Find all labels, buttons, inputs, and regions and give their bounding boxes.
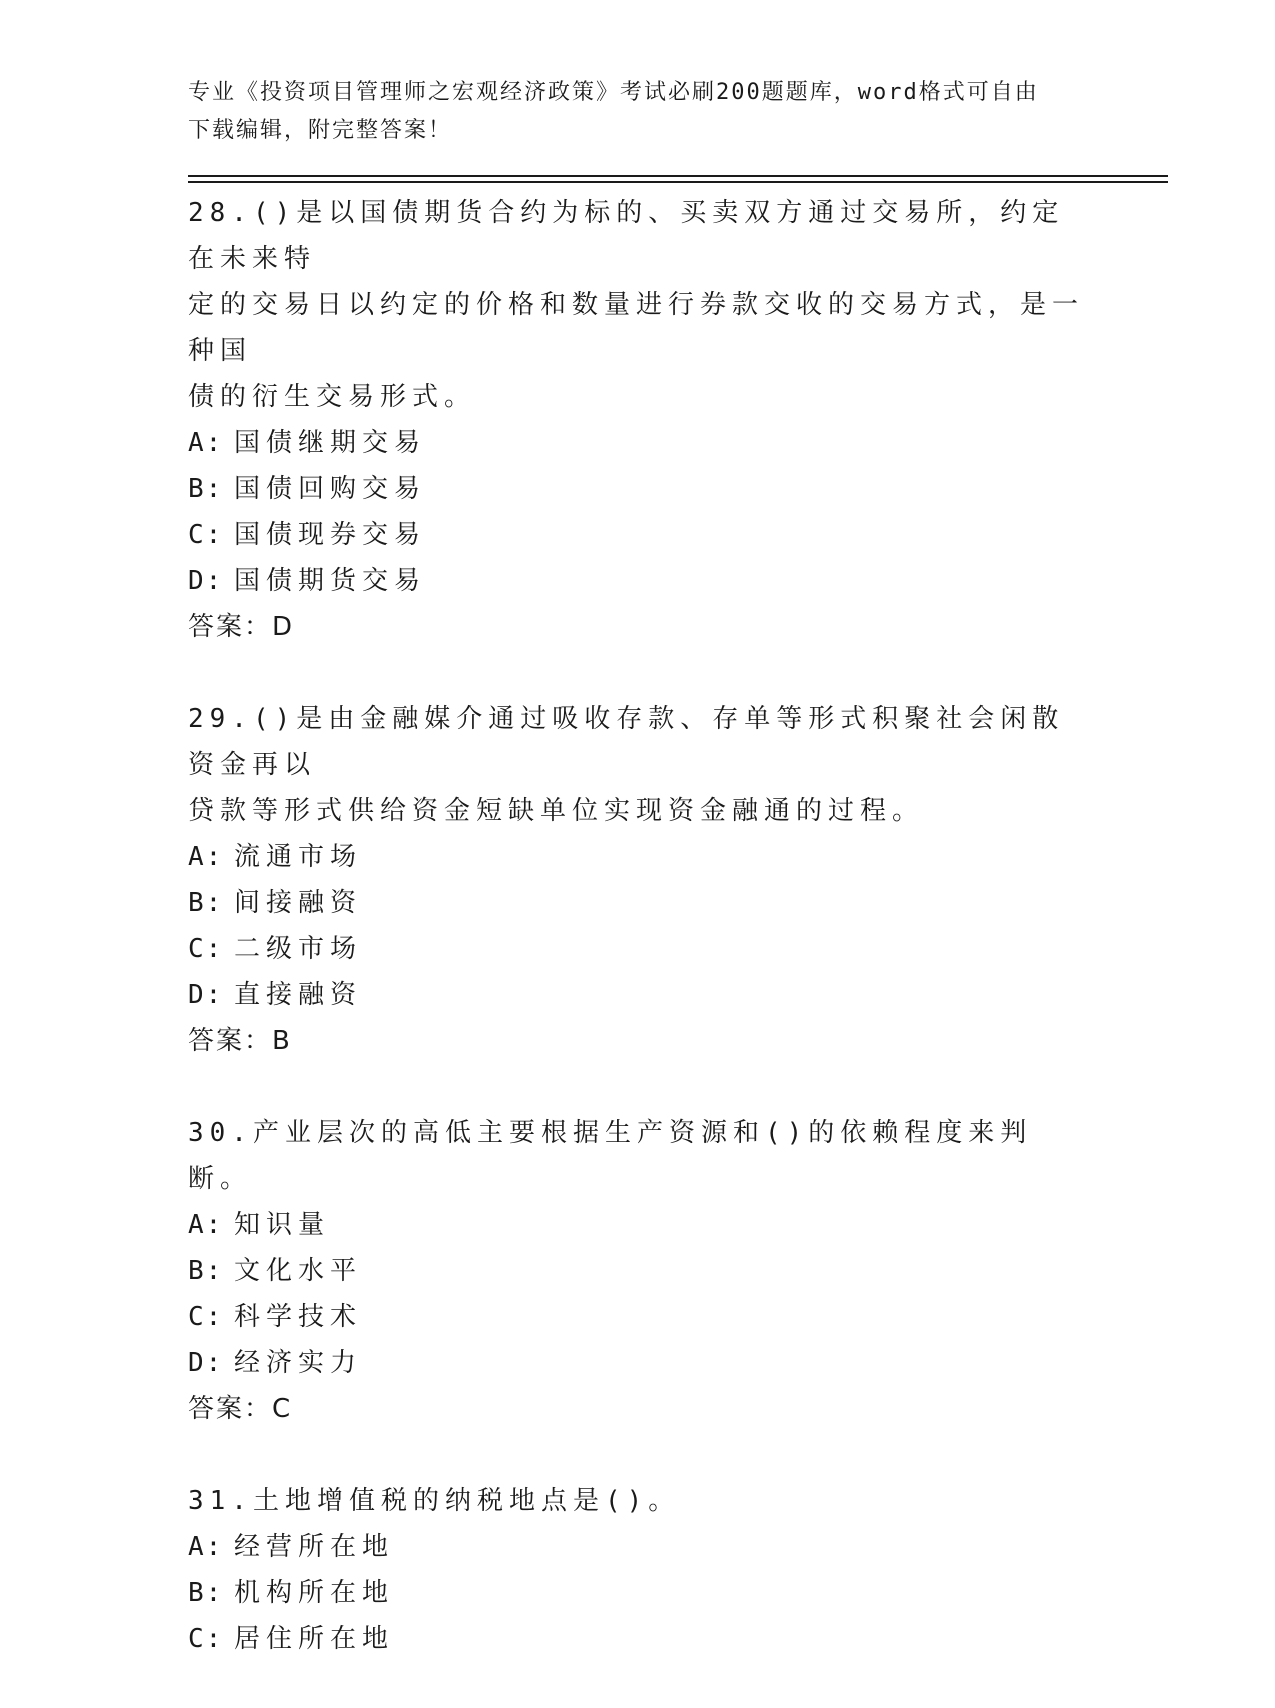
stem-line: 定的交易日以约定的价格和数量进行券款交收的交易方式，是一种国 [188, 290, 1085, 366]
option-b [188, 466, 1088, 512]
option-label: C: [188, 520, 224, 550]
question-28 [188, 190, 1088, 650]
option-c [188, 926, 1088, 972]
option-label: B: [188, 888, 224, 918]
option-b [188, 1248, 1088, 1294]
option-label: C: [188, 1302, 224, 1332]
stem-line: 30.产业层次的高低主要根据生产资源和()的依赖程度来判断。 [188, 1118, 1033, 1194]
option-label: D: [188, 980, 224, 1010]
stem-line: 31.土地增值税的纳税地点是()。 [188, 1486, 681, 1516]
option-label: B: [188, 1578, 224, 1608]
option-text: 经营所在地 [234, 1532, 395, 1562]
option-label: A: [188, 1532, 224, 1562]
option-c [188, 1294, 1088, 1340]
header-rule-bottom [188, 181, 1168, 183]
header-rule-top [188, 175, 1168, 177]
question-stem [188, 190, 1088, 420]
option-label: B: [188, 474, 224, 504]
option-label: B: [188, 1256, 224, 1286]
option-a [188, 420, 1088, 466]
question-31 [188, 1478, 1088, 1662]
option-label: D: [188, 1348, 224, 1378]
stem-line: 贷款等形式供给资金短缺单位实现资金融通的过程。 [188, 796, 925, 826]
option-text: 国债期货交易 [234, 566, 427, 596]
option-text: 国债现券交易 [234, 520, 427, 550]
option-b [188, 1570, 1088, 1616]
document-header [188, 74, 1088, 150]
option-text: 流通市场 [234, 842, 363, 872]
option-c [188, 1616, 1088, 1662]
stem-line: 债的衍生交易形式。 [188, 382, 477, 412]
option-label: A: [188, 842, 224, 872]
option-text: 国债回购交易 [234, 474, 427, 504]
option-text: 知识量 [234, 1210, 331, 1240]
option-text: 居住所在地 [234, 1624, 395, 1654]
option-text: 科学技术 [234, 1302, 363, 1332]
question-list [188, 190, 1088, 1708]
question-stem [188, 696, 1088, 834]
option-text: 间接融资 [234, 888, 363, 918]
answer-line: 答案：D [188, 612, 295, 642]
option-text: 经济实力 [234, 1348, 363, 1378]
header-line-1: 专业《投资项目管理师之宏观经济政策》考试必刷200题题库，word格式可自由 [188, 80, 1039, 105]
question-30 [188, 1110, 1088, 1432]
answer-line: 答案：C [188, 1394, 293, 1424]
stem-line: 28.()是以国债期货合约为标的、买卖双方通过交易所，约定在未来特 [188, 198, 1065, 274]
option-text: 国债继期交易 [234, 428, 427, 458]
question-29 [188, 696, 1088, 1064]
stem-line: 29.()是由金融媒介通过吸收存款、存单等形式积聚社会闲散资金再以 [188, 704, 1065, 780]
question-stem [188, 1110, 1088, 1202]
option-d [188, 1340, 1088, 1386]
option-a [188, 1524, 1088, 1570]
option-text: 直接融资 [234, 980, 363, 1010]
option-label: D: [188, 566, 224, 596]
option-label: A: [188, 1210, 224, 1240]
option-text: 二级市场 [234, 934, 363, 964]
option-label: A: [188, 428, 224, 458]
option-text: 文化水平 [234, 1256, 363, 1286]
option-c [188, 512, 1088, 558]
question-stem [188, 1478, 1088, 1524]
header-line-2: 下载编辑，附完整答案！ [188, 118, 453, 143]
option-a [188, 1202, 1088, 1248]
option-text: 机构所在地 [234, 1578, 395, 1608]
option-d [188, 972, 1088, 1018]
option-label: C: [188, 934, 224, 964]
option-a [188, 834, 1088, 880]
option-d [188, 558, 1088, 604]
answer-line: 答案：B [188, 1026, 292, 1056]
option-label: C: [188, 1624, 224, 1654]
option-b [188, 880, 1088, 926]
